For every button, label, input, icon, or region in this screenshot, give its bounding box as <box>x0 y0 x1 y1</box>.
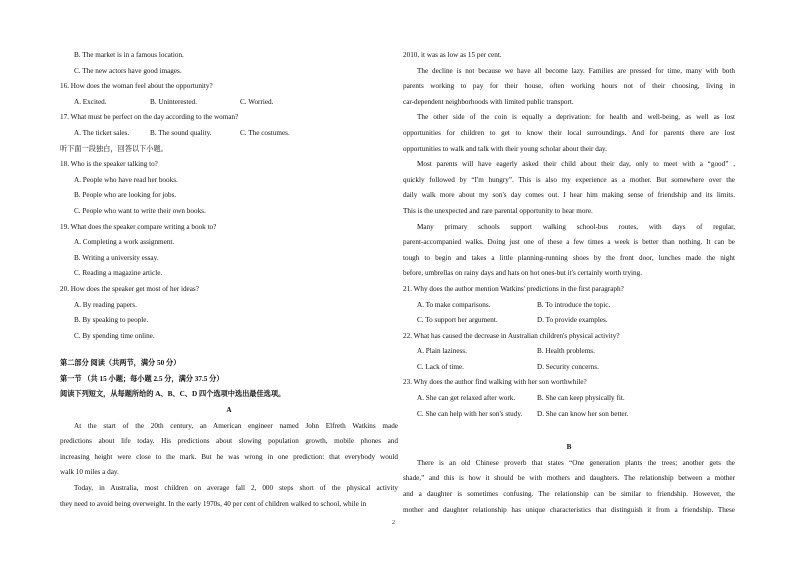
option-text: C. Worried. <box>240 97 274 106</box>
reading-questions <box>403 282 735 422</box>
paragraph-line: increasing height were close to the mark. But he was wrong in one prediction: that everybody would <box>60 452 398 461</box>
paragraph-line: and a daughter is sometimes confusing. The relationship can be similar to friendship. However, the <box>403 490 735 499</box>
paragraph-line: predictions about life today. His predictions about slowing population growth, mobile phones and <box>60 437 398 446</box>
question-text: 17. What must be perfect on the day according to the woman? <box>60 113 239 122</box>
passage-a-label: A <box>226 406 232 415</box>
paragraph-line: At the start of the 20th century, an American engineer named John Elfreth Watkins made <box>74 421 398 430</box>
passage-a-text <box>60 419 398 513</box>
paragraph-line: they need to avoid being overweight. In the early 1970s, 40 per cent of children walked to school, while in <box>60 499 367 508</box>
option-row <box>403 391 735 407</box>
paragraph <box>403 110 735 157</box>
option-text: B. Health problems. <box>537 347 595 356</box>
paragraph-line: opportunities to walk and talk with their young scholar about their day. <box>403 144 607 153</box>
option-text: B. Writing a university essay. <box>74 253 159 262</box>
option-text: B. The market is in a famous location. <box>74 51 184 59</box>
paragraph <box>403 64 735 111</box>
paragraph-line: daily walk more about my son's day comes out. I hear him making sense of friendship and its limits. <box>403 191 735 200</box>
paragraph-line: mother and daughter relationship has unique characteristics that distinguish it from a friendship. These <box>403 505 735 514</box>
question-text: 20. How does the speaker get most of her ideas? <box>60 284 199 293</box>
option-text: C. She can help with her son's study. <box>417 409 523 418</box>
option-text: B. To introduce the topic. <box>537 300 611 309</box>
paragraph-line: Most parents will have eagerly asked their child about their day, only to meet with a “good” , <box>417 160 735 169</box>
option-text: D. To provide examples. <box>537 316 608 325</box>
option-text: C. People who want to write their own books. <box>74 206 206 215</box>
question-text: 19. What does the speaker compare writing a book to? <box>60 222 217 231</box>
paragraph-line: There is an old Chinese proverb that states “One generation plants the trees; another gets the <box>417 458 735 467</box>
option-text: C. To support her argument. <box>417 316 498 325</box>
question-text: 听下面一段独白，回答以下小题。 <box>60 144 168 153</box>
option-text: B. She can keep physically fit. <box>537 394 625 403</box>
option-row <box>403 360 735 376</box>
question-text: 22. What has caused the decrease in Australian children's physical activity? <box>403 331 620 340</box>
paragraph <box>60 419 398 481</box>
page-number: 2 <box>392 520 395 526</box>
option-text: A. The ticket sales. <box>74 128 130 137</box>
paragraph-line: car-dependent neighborhoods with limited public transport. <box>403 97 574 106</box>
paragraph-line: 2010, it was as low as 15 per cent. <box>403 51 502 59</box>
option-text: A. She can get relaxed after work. <box>417 394 516 403</box>
option-text: D. Security concerns. <box>537 362 599 371</box>
option-text: A. Plain laziness. <box>417 347 467 356</box>
option-text: A. People who have read her books. <box>74 175 178 184</box>
option-text: C. By spending time online. <box>74 331 155 340</box>
option-text: B. People who are looking for jobs. <box>74 191 177 200</box>
paragraph-line: Many primary schools support walking school-bus routes, with days of regular, <box>417 222 735 231</box>
paragraph <box>60 481 398 512</box>
option-text: A. Completing a work assignment. <box>74 238 175 247</box>
paragraph-line: Today, in Australia, most children on average fall 2, 000 steps short of the physical activity <box>74 484 398 493</box>
paragraph-line: tough to begin and takes a little planning-running shoes by the front door, lunches made the night <box>403 253 735 262</box>
section-instructions: 阅读下列短文，从每题所给的 A、B、C、D 四个选项中选出最佳选项。 <box>60 390 286 399</box>
option-row <box>403 407 735 423</box>
question-text: 18. Who is the speaker talking to? <box>60 160 158 169</box>
option-text: D. She can know her son better. <box>537 409 629 418</box>
option-text: B. By speaking to people. <box>74 316 149 325</box>
paragraph-line: before, umbrellas on rainy days and hats on hot ones-but it's certainly worth trying. <box>403 269 643 278</box>
option-row <box>403 344 735 360</box>
left-column <box>60 48 398 512</box>
option-text: A. By reading papers. <box>74 300 137 309</box>
paragraph-line: opportunities for children to get to know their local surroundings. And for parents there are lost <box>403 128 735 137</box>
listening-questions <box>60 48 398 344</box>
option-text: C. Reading a magazine article. <box>74 269 163 278</box>
paragraph <box>403 220 735 282</box>
paragraph-line: shade,” and this is how it should be with mothers and daughters. The relationship between a mother <box>403 474 735 483</box>
option-text: B. The sound quality. <box>150 128 212 137</box>
option-row <box>403 313 735 329</box>
option-text: C. The new actors have good images. <box>74 66 182 75</box>
option-text: C. The costumes. <box>240 128 290 137</box>
paragraph-line: quickly followed by “I'm hungry”. This is also my experience as a mother. But somewhere over the <box>403 175 735 184</box>
passage-b-label: B <box>566 443 572 452</box>
question-text: 16. How does the woman feel about the opportunity? <box>60 82 213 91</box>
option-row <box>403 298 735 314</box>
option-text: C. Lack of time. <box>417 362 464 371</box>
paragraph-line: walk 10 miles a day. <box>60 468 119 477</box>
option-text: A. To make comparisons. <box>417 300 491 309</box>
question-text: 21. Why does the author mention Watkins' predictions in the first paragraph? <box>403 284 624 293</box>
option-text: B. Uninterested. <box>150 97 197 106</box>
paragraph-line: This is the unexpected and rare parental opportunity to hear more. <box>403 206 593 215</box>
paragraph-line: The decline is not because we have all become lazy. Families are pressed for time, many with both <box>417 66 735 75</box>
paragraph <box>403 157 735 219</box>
option-row <box>60 126 398 142</box>
section-title: 第二部分 阅读（共两节，满分 50 分） <box>60 359 181 368</box>
section-subtitle: 第一节 （共 15 小题；每小题 2.5 分，满分 37.5 分） <box>60 374 224 383</box>
passage-a-continued <box>403 48 735 282</box>
question-text: 23. Why does the author find walking with her son worthwhile? <box>403 378 587 387</box>
option-text: A. Excited. <box>74 97 107 106</box>
paragraph-line: The other side of the coin is equally a deprivation: for health and well-being, as well as lost <box>417 113 735 122</box>
paragraph <box>403 48 735 64</box>
right-column <box>403 48 735 518</box>
paragraph-line: parents working to pay for their house, often working hours not of their choosing, living in <box>403 82 735 91</box>
option-row <box>60 95 398 111</box>
passage-b-text <box>403 456 735 518</box>
paragraph-line: parent-accompanied walks. Doing just one of these a few times a week is better than nothing. It can be <box>403 238 735 247</box>
